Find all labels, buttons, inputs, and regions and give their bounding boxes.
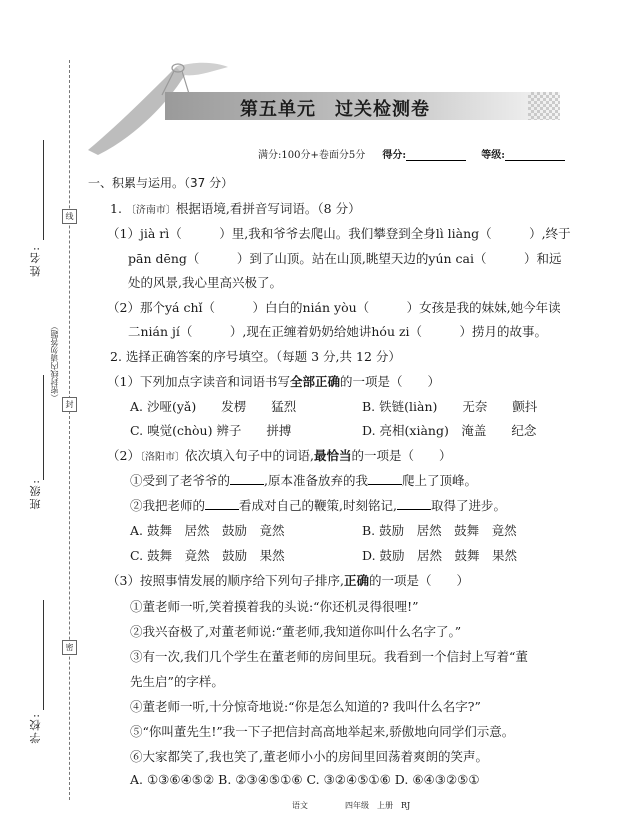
option-b[interactable]: B. 鼓励 居然 鼓舞 竟然: [362, 523, 517, 538]
answer-blank[interactable]: [397, 498, 431, 510]
option-d[interactable]: D. 鼓励 居然 鼓舞 果然: [362, 548, 518, 563]
score-line: [258, 146, 565, 161]
class-label: 班级:: [29, 478, 42, 510]
q1-line: （1）jià rì（ ）里,我和爷爷去爬山。我们攀登到全身lì liàng（ ）,终于: [107, 226, 571, 241]
binding-mark-mid: 封: [62, 397, 77, 412]
city-tag: 〔济南市〕: [125, 205, 176, 216]
footer-grade: 四年级 上册 RJ: [345, 801, 411, 810]
sentence-item: ③有一次,我们几个学生在董老师的房间里玩。我看到一个信封上写着“董: [130, 649, 528, 664]
q1-line: （2）那个yá chǐ（ ）白白的nián yòu（ ）女孩是我的妹妹,她今年读: [107, 300, 561, 315]
answer-blank[interactable]: [368, 473, 402, 485]
q2-sub3-stem: （3）按照事情发展的顺序给下列句子排序,正确的一项是（ ）: [107, 573, 469, 588]
class-field[interactable]: [43, 375, 44, 480]
full-score-text: 满分:100分+卷面分5分: [258, 150, 366, 161]
sentence-item: ②我兴奋极了,对董老师说:“董老师,我知道你叫什么名字了。”: [130, 624, 462, 639]
page-title: 第五单元 过关检测卷: [240, 99, 430, 120]
option-a[interactable]: A. 沙哑(yǎ) 发楞 猛烈: [130, 399, 297, 414]
option-a[interactable]: A. 鼓舞 居然 鼓励 竟然: [130, 523, 285, 538]
sentence-item: ①董老师一听,笑着摸着我的头说:“你还机灵得很哩!”: [130, 599, 419, 614]
q1-title: 1. 〔济南市〕根据语境,看拼音写词语。（8 分）: [110, 201, 361, 216]
banner-pattern: [528, 92, 560, 120]
q2-sub1-stem: （1）下列加点字读音和词语书写全部正确的一项是（ ）: [107, 374, 440, 389]
score-blank[interactable]: [406, 148, 466, 161]
q2-sub3-options[interactable]: A. ①③⑥④⑤② B. ②③④⑤①⑥ C. ③②④⑤①⑥ D. ⑥④③②⑤①: [130, 772, 480, 787]
q1-line: 处的风景,我心里高兴极了。: [128, 275, 282, 290]
binding-mark-bottom: 密: [62, 640, 77, 655]
q2-sub2-stem: （2）〔洛阳市〕依次填入句子中的词语,最恰当的一项是（ ）: [107, 448, 452, 463]
footer-subject: 语文: [292, 801, 308, 810]
school-field[interactable]: [43, 600, 44, 710]
q1-line: 二nián jí（ ）,现在正缠着奶奶给她讲hóu zi（ ）捞月的故事。: [128, 324, 548, 339]
score-label: 得分:: [382, 150, 407, 161]
sentence-item: 先生启”的字样。: [130, 674, 224, 689]
binding-mark-top: 线: [62, 209, 77, 224]
q2-title: 2. 选择正确答案的序号填空。（每题 3 分,共 12 分）: [110, 349, 401, 364]
option-b[interactable]: B. 铁链(liàn) 无奈 颤抖: [362, 399, 538, 414]
grade-label: 等级:: [481, 150, 505, 161]
answer-blank[interactable]: [230, 473, 264, 485]
name-field[interactable]: [43, 140, 44, 240]
q2-sub2-sentence-1: ①受到了老爷爷的 ,原本准备放弃的我 爬上了顶峰。: [130, 473, 478, 488]
option-d[interactable]: D. 亮相(xiàng) 淹盖 纪念: [362, 423, 537, 438]
sentence-item: ④董老师一听,十分惊奇地说:“你是怎么知道的? 我叫什么名字?”: [130, 699, 481, 714]
city-tag: 〔洛阳市〕: [139, 452, 185, 463]
binding-dashed-line: [69, 60, 70, 800]
option-c[interactable]: C. 鼓舞 竟然 鼓励 果然: [130, 548, 285, 563]
sentence-item: ⑤“你叫董先生!”我一下子把信封高高地举起来,骄傲地向同学们示意。: [130, 724, 515, 739]
option-c[interactable]: C. 嗅觉(chòu) 辨子 拼搏: [130, 423, 292, 438]
q2-sub2-sentence-2: ②我把老师的 看成对自己的鞭策,时刻铭记, 取得了进步。: [130, 498, 506, 513]
q1-line: pān dēng（ ）到了山顶。站在山顶,眺望天边的yún cai（ ）和远: [128, 251, 562, 266]
sealing-note: （密封线内请勿答题）: [50, 322, 59, 402]
sentence-item: ⑥大家都笑了,我也笑了,董老师小小的房间里回荡着爽朗的笑声。: [130, 749, 488, 764]
school-label: 学校:: [29, 712, 42, 744]
name-label: 姓名:: [29, 245, 42, 277]
section-heading: 一、积累与运用。（37 分）: [88, 176, 234, 190]
grade-blank[interactable]: [505, 148, 565, 161]
answer-blank[interactable]: [205, 498, 239, 510]
